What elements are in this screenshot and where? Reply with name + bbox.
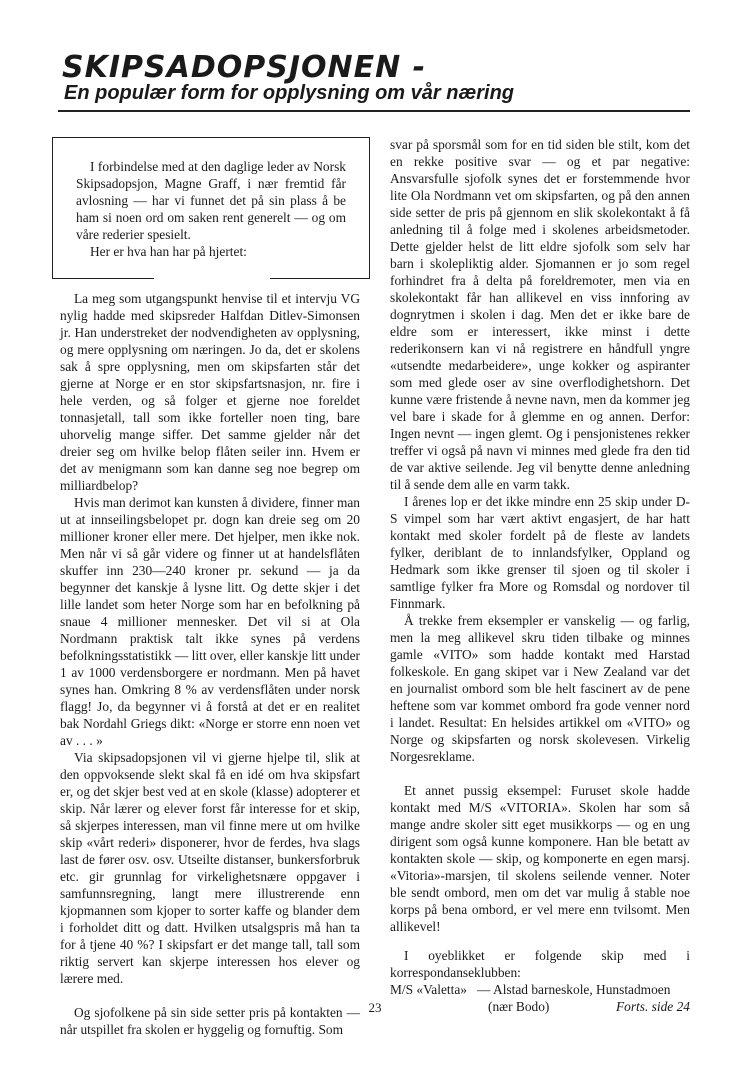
article-title: SKIPSADOPSJONEN - (62, 50, 427, 85)
page-number: 23 (368, 1000, 382, 1015)
header-rule (58, 110, 690, 112)
left-column (60, 290, 360, 1038)
body-paragraph: Og sjofolkene på sin side setter pris på kontakten — når utspillet fra skolen er hyggelig og fornuftig. Som (60, 1005, 360, 1037)
ship-school: — Alstad barneskole, Hunstadmoen (477, 982, 671, 997)
body-paragraph: I årenes lop er det ikke mindre enn 25 skip under D-S vimpel som har vært aktivt engasjert, de har hatt kontakt med skoler fordelt på de fleste av landets fylker, deriblant de to innlandsfylker, Oppland og Hedmark som ikke grenser til sjoen og til skoler i samtlige fylker fra More og Romsdal og nordover til Finnmark. (390, 494, 690, 611)
body-paragraph: Et annet pussig eksempel: Furuset skole hadde kontakt med M/S «VITORIA». Skolen har som så mange andre skoler sitt eget musikkorps — og en ung dirigent som også kunne komponere. Han ble betatt av kontakten skole — skip, og komponerte en egen marsj. «Vitoria»-marsjen, til skolens seilende venner. Noter ble sendt ombord, men om det var mulig å stable noe korps på bena ombord, er vel mere enn tvilsomt. Men allikevel! (390, 783, 690, 934)
right-column (390, 136, 690, 1015)
ship-location: (nær Bodo) (488, 999, 550, 1014)
ship-list-entry (390, 981, 690, 998)
article-subtitle: En populær form for opplysning om vår næring (64, 82, 515, 104)
continued-note: Forts. side 24 (615, 999, 690, 1014)
intro-paragraph: Her er hva han har på hjertet: (90, 244, 247, 259)
body-paragraph: svar på sporsmål som for en tid siden ble stilt, kom det en rekke positive svar — og et par negative: Ansvarsfulle sjofolk synes det er forstemmende hvor lite Ola Nordmann vet om skipsfarten, og på den annen side setter de pris på gjennom en slik skolekontakt å få anledning til å folge med i skolenes arbeidsmetoder. Dette gjelder helst de litt eldre sjofolk som selv har barn i skolepliktig alder. Sjomannen er jo som regel forhindret fra å delta på foreldremoter, men via en skolekontakt får han allikevel en viss innforing av dognrytmen i skolen i dag. Men det er ikke bare de eldre som er interessert, ikke minst i dette rederikonsern kan vi nå registrere en håndfull yngre «utsendte medarbeidere», unge kokker og aspiranter som med glede oser av sine overflodighetshorn. Det kunne være fristende å nevne navn, men da kommer jeg vel bare i skade for å glemme en og annen. Derfor: Ingen nevnt — ingen glemt. Og i pensjonistenes rekker treffer vi også på navn vi minnes med glede fra den tid de var aktive seilende. Jeg vil benytte denne anledning til å sende dem alle en varm takk. (390, 137, 690, 492)
body-paragraph: Via skipsadopsjonen vil vi gjerne hjelpe til, slik at den oppvoksende slekt skal få en idé om hva skipsfart er, og det skjer best ved at en skole (klasse) adopterer et skip. Når lærer og elever forst får interesse for et skip, så skjerpes interessen, man vil finne mere ut om hvilke skip «vårt rederi» disponerer, hvor de ferdes, hva slags last de fører osv. osv. Utseilte distanser, bunkersforbruk etc. gir grunnlag for virkelighetsnære oppgaver i samfunnsregning, langt mere illustrerende enn kjopmannen som kjoper to sorter kaffe og blander dem i forholdet ditt og datt. Hvilken utsalgspris må han ta for å tjene 40 %? I skipsfart er det mange tall, tall som riktig servert kan skjerpe interessen hos elever og lærere med. (60, 750, 360, 986)
body-paragraph: Å trekke frem eksempler er vanskelig — og farlig, men la meg allikevel skru tiden tilbake og minnes gamle «VITO» som hadde kontakt med Harstad folkeskole. En gang skipet var i New Zealand var det en journalist ombord som ble helt fascinert av de pene heftene som var kommet ombord fra gode venner nord i landet. Resultat: En helsides artikkel om «VITO» og Norge og skipsfarten og norsk skolevesen. Virkelig Norgesreklame. (390, 613, 690, 764)
intro-box-bottom-left-rule (52, 278, 154, 280)
intro-box-bottom-right-rule (270, 278, 370, 280)
body-paragraph: Hvis man derimot kan kunsten å dividere, finner man ut at innseilingsbelopet pr. dogn kan dreie seg om 20 millioner kroner eller mere. Det hjelper, men ikke nok. Men når vi så går videre og finner ut at handelsflåten skuffer inn 230—240 kroner pr. sekund — ja da begynner det kanskje å lysne litt. Og dette skjer i det lille landet som heter Norge som har en befolkning på snaue 4 millioner mennesker. Det vil si at Ola Nordmann praktisk talt ikke synes på verdens befolkningsstatistikk — litt over, eller kanskje litt under 1 av 1000 verdensborgere er nordmann. Men på havet synes han. Omkring 8 % av verdensflåten under norsk flagg! Jo, da begynner vi å forstå at det er en realitet bak Nordahl Griegs dikt: «Norge er storre enn noen vet av . . . » (60, 495, 360, 748)
intro-text (76, 158, 346, 260)
body-paragraph: La meg som utgangspunkt henvise til et intervju VG nylig hadde med skipsreder Halfdan Ditlev-Simonsen jr. Han understreket der nodvendigheten av opplysning, og mere opplysning om næringen. Jo da, det er skolens sak å spre opplysning, men om skipsfarten står det gjerne at Norge er en stor skipsfartsnasjon, nr. fire i hele verden, og så folger et gjerne noe foreldet tonnasjetall, tall som ikke forteller noen ting, bare uhorvelig mange siffer. Det samme gjelder når det dreier seg om hvilke belop flåten seiler inn. Hvem er det av menigmann som kan danne seg noe begrep om milliardbelop? (60, 291, 360, 493)
ship-name: M/S «Valetta» (390, 982, 467, 997)
body-paragraph: I oyeblikket er folgende skip med i korrespondanseklubben: (390, 948, 690, 980)
intro-paragraph: I forbindelse med at den daglige leder av Norsk Skipsadopsjon, Magne Graff, i nær fremtid får avlosning — har vi funnet det på sin plass å be ham si noen ord om saken rent generelt — og om våre rederier spesielt. (76, 159, 346, 242)
